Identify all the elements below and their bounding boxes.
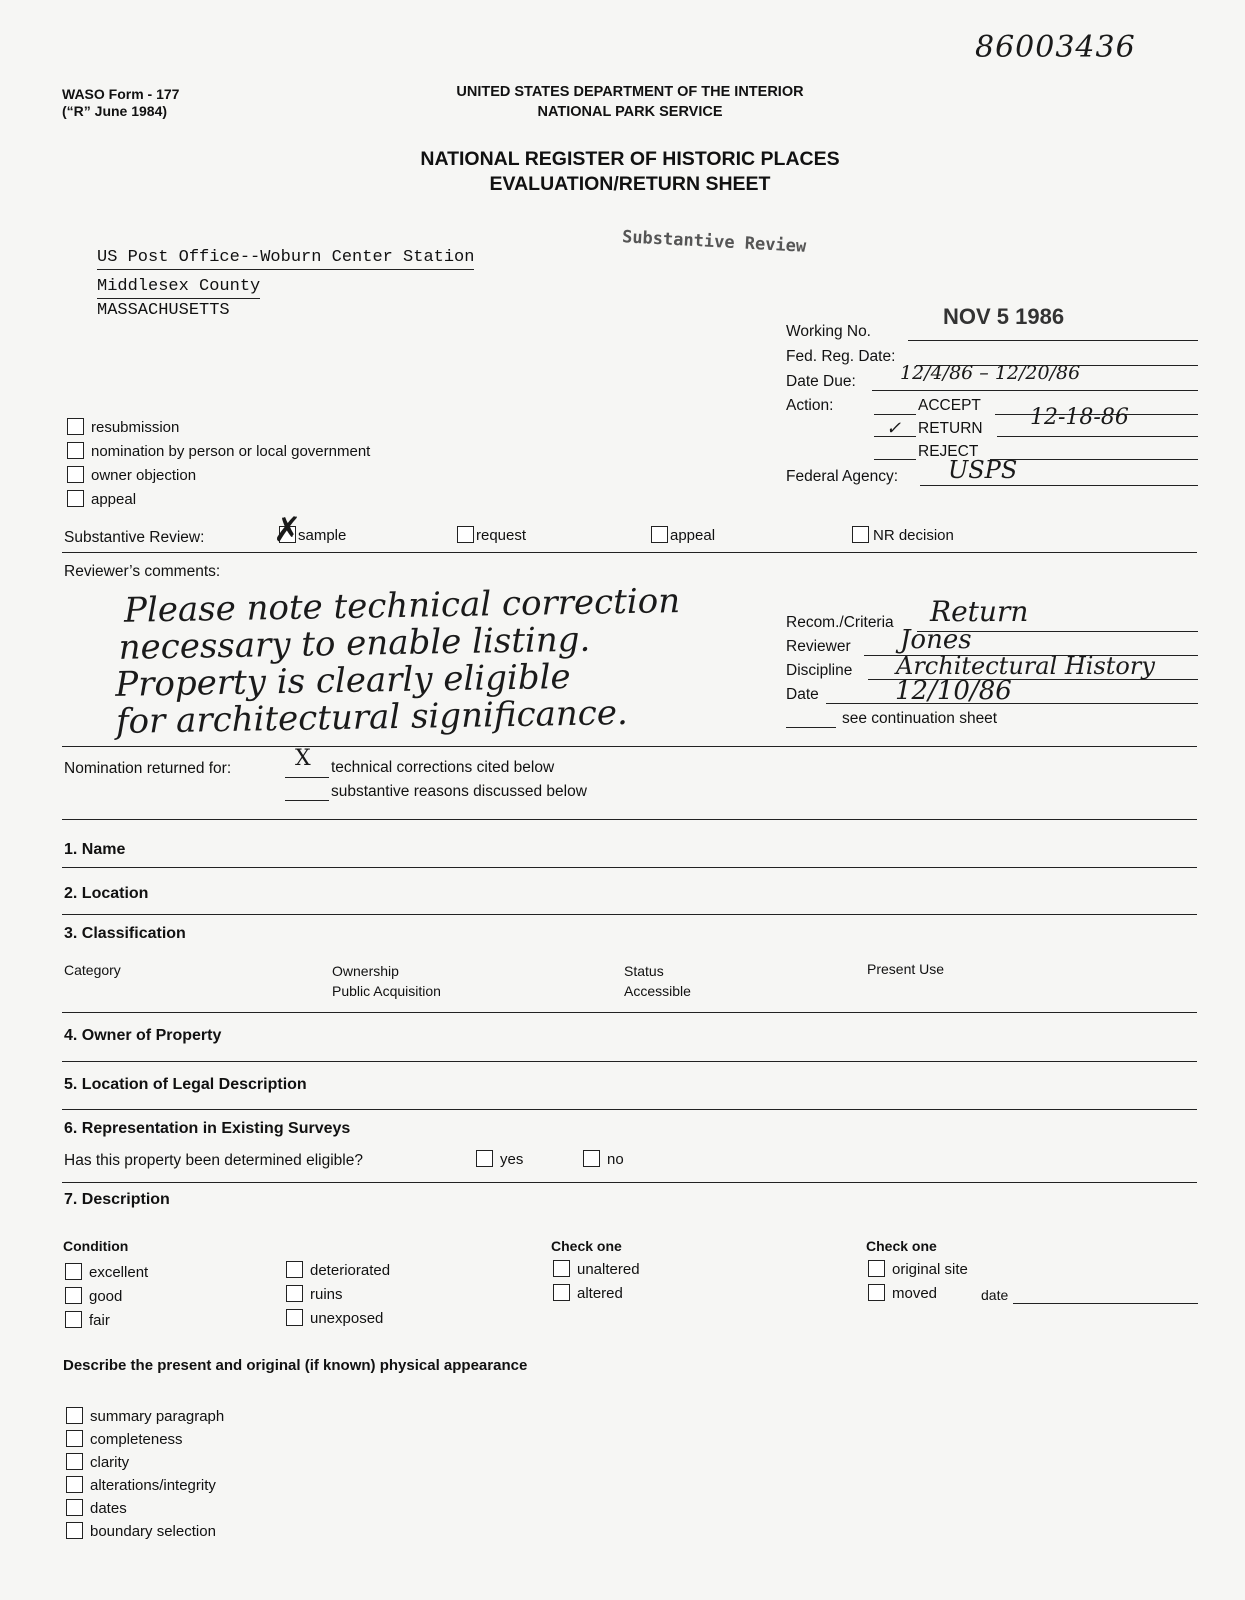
ownership-label: Ownership [332, 963, 399, 979]
continuation-label: see continuation sheet [842, 710, 998, 727]
appearance-heading: Describe the present and original (if known) physical appearance [63, 1357, 528, 1374]
checkbox[interactable] [66, 1499, 83, 1516]
checkbox[interactable] [868, 1260, 885, 1277]
checkbox[interactable] [65, 1311, 82, 1328]
agency-header [390, 82, 870, 122]
comment-line-2: necessary to enable listing. [118, 619, 591, 668]
checkbox[interactable] [65, 1287, 82, 1304]
option-appeal[interactable]: appeal [651, 526, 715, 544]
substantive-review-stamp: Substantive Review [621, 227, 807, 257]
item-completeness[interactable]: completeness [66, 1430, 183, 1448]
condition-fair[interactable]: fair [65, 1311, 110, 1329]
title-line1: NATIONAL REGISTER OF HISTORIC PLACES [420, 148, 840, 170]
check-one-label-1: Check one [551, 1238, 622, 1254]
date-value: 12/10/86 [895, 676, 1012, 706]
substantive-review-label: Substantive Review: [64, 529, 205, 546]
check-unaltered[interactable]: unaltered [553, 1260, 640, 1278]
classification-category: Category [64, 962, 121, 978]
checkbox[interactable] [476, 1150, 493, 1167]
return-label: RETURN [918, 420, 983, 437]
working-no-value: NOV 5 1986 [943, 304, 1065, 329]
reviewer-value: Jones [900, 625, 972, 655]
recom-label: Recom./Criteria [786, 614, 894, 631]
reviewer-label: Reviewer [786, 638, 851, 655]
item-alterations-integrity[interactable]: alterations/integrity [66, 1476, 216, 1494]
checkbox[interactable] [553, 1260, 570, 1277]
checkbox[interactable] [286, 1309, 303, 1326]
sample-check-mark: ✗ [273, 510, 302, 550]
item-clarity[interactable]: clarity [66, 1453, 129, 1471]
federal-agency-label: Federal Agency: [786, 468, 899, 485]
property-state: MASSACHUSETTS [97, 301, 230, 320]
condition-unexposed[interactable]: unexposed [286, 1309, 383, 1327]
comment-line-3: Property is clearly eligible [115, 656, 571, 705]
checkbox[interactable] [553, 1284, 570, 1301]
checkbox[interactable] [66, 1476, 83, 1493]
form-id-line2: (“R” June 1984) [62, 103, 168, 119]
check-altered[interactable]: altered [553, 1284, 623, 1302]
moved-date-label: date [981, 1287, 1009, 1303]
checkbox[interactable] [66, 1407, 83, 1424]
date-due-label: Date Due: [786, 373, 856, 390]
section-location: 2. Location [64, 885, 149, 902]
item-dates[interactable]: dates [66, 1499, 127, 1517]
option-nr-decision[interactable]: NR decision [852, 526, 954, 544]
section-surveys: 6. Representation in Existing Surveys [64, 1120, 351, 1137]
check-resubmission[interactable]: resubmission [67, 418, 179, 436]
checkbox[interactable] [66, 1522, 83, 1539]
condition-deteriorated[interactable]: deteriorated [286, 1261, 390, 1279]
checkbox[interactable] [868, 1284, 885, 1301]
checkbox[interactable] [457, 526, 474, 543]
option-sample[interactable]: sample [279, 526, 346, 544]
federal-agency-value: USPS [948, 456, 1018, 484]
check-appeal[interactable]: appeal [67, 490, 136, 508]
working-no-label: Working No. [786, 323, 871, 340]
checkbox[interactable] [583, 1150, 600, 1167]
checkbox[interactable] [67, 418, 84, 435]
section-owner: 4. Owner of Property [64, 1027, 222, 1044]
checkbox[interactable] [66, 1430, 83, 1447]
page-title [340, 147, 920, 197]
form-id-line1: WASO Form - 177 [62, 86, 180, 102]
surveys-question: Has this property been determined eligible? [64, 1152, 363, 1169]
substantive-reasons-label: substantive reasons discussed below [331, 783, 587, 800]
property-name: US Post Office--Woburn Center Station [97, 248, 474, 270]
recom-value: Return [930, 595, 1029, 628]
form-id [62, 86, 179, 120]
checkbox[interactable] [67, 490, 84, 507]
title-line2: EVALUATION/RETURN SHEET [489, 173, 771, 195]
fed-reg-value: 12/4/86 – 12/20/86 [900, 362, 1081, 384]
condition-ruins[interactable]: ruins [286, 1285, 343, 1303]
return-date: 12-18-86 [1030, 405, 1129, 430]
check-owner-objection[interactable]: owner objection [67, 466, 196, 484]
checkbox[interactable] [286, 1285, 303, 1302]
section-legal-description: 5. Location of Legal Description [64, 1076, 307, 1093]
checkbox[interactable] [67, 442, 84, 459]
technical-mark: X [295, 746, 311, 771]
comments-label: Reviewer’s comments: [64, 563, 221, 580]
check-original-site[interactable]: original site [868, 1260, 968, 1278]
section-classification: 3. Classification [64, 925, 186, 942]
discipline-label: Discipline [786, 662, 853, 679]
fed-reg-label: Fed. Reg. Date: [786, 348, 896, 365]
section-name: 1. Name [64, 841, 126, 858]
agency-line1: UNITED STATES DEPARTMENT OF THE INTERIOR [456, 84, 804, 100]
comments-text [114, 583, 683, 741]
comment-line-4: for architectural significance. [115, 693, 629, 742]
checkbox[interactable] [66, 1453, 83, 1470]
technical-corrections-label: technical corrections cited below [331, 759, 555, 776]
classification-present-use: Present Use [867, 961, 945, 977]
public-acquisition-label: Public Acquisition [332, 983, 441, 999]
discipline-value: Architectural History [896, 652, 1155, 680]
classification-ownership [332, 961, 441, 1001]
comment-line-1: Please note technical correction [123, 581, 681, 631]
agency-line2: NATIONAL PARK SERVICE [537, 104, 723, 120]
date-label: Date [786, 686, 819, 703]
condition-label: Condition [63, 1238, 129, 1254]
checkbox[interactable] [286, 1261, 303, 1278]
survey-no[interactable]: no [583, 1150, 624, 1168]
condition-excellent[interactable]: excellent [65, 1263, 148, 1281]
check-one-label-2: Check one [866, 1238, 937, 1254]
classification-status [624, 961, 691, 1001]
checkbox[interactable] [852, 526, 869, 543]
survey-yes[interactable]: yes [476, 1150, 523, 1168]
accessible-label: Accessible [624, 983, 691, 999]
checkbox[interactable] [651, 526, 668, 543]
return-mark: ✓ [886, 418, 902, 439]
reject-label: REJECT [918, 443, 979, 460]
item-boundary-selection[interactable]: boundary selection [66, 1522, 216, 1540]
checkbox[interactable] [65, 1263, 82, 1280]
status-label: Status [624, 963, 664, 979]
accept-label: ACCEPT [918, 397, 981, 414]
action-label: Action: [786, 397, 834, 414]
option-request[interactable]: request [457, 526, 526, 544]
property-county: Middlesex County [97, 277, 260, 299]
returned-for-label: Nomination returned for: [64, 760, 232, 777]
section-description: 7. Description [64, 1191, 170, 1208]
reference-number: 86003436 [975, 30, 1136, 65]
check-moved[interactable]: moved [868, 1284, 937, 1302]
checkbox[interactable] [67, 466, 84, 483]
condition-good[interactable]: good [65, 1287, 122, 1305]
item-summary-paragraph[interactable]: summary paragraph [66, 1407, 224, 1425]
check-nomination-by-person[interactable]: nomination by person or local government [67, 442, 370, 460]
